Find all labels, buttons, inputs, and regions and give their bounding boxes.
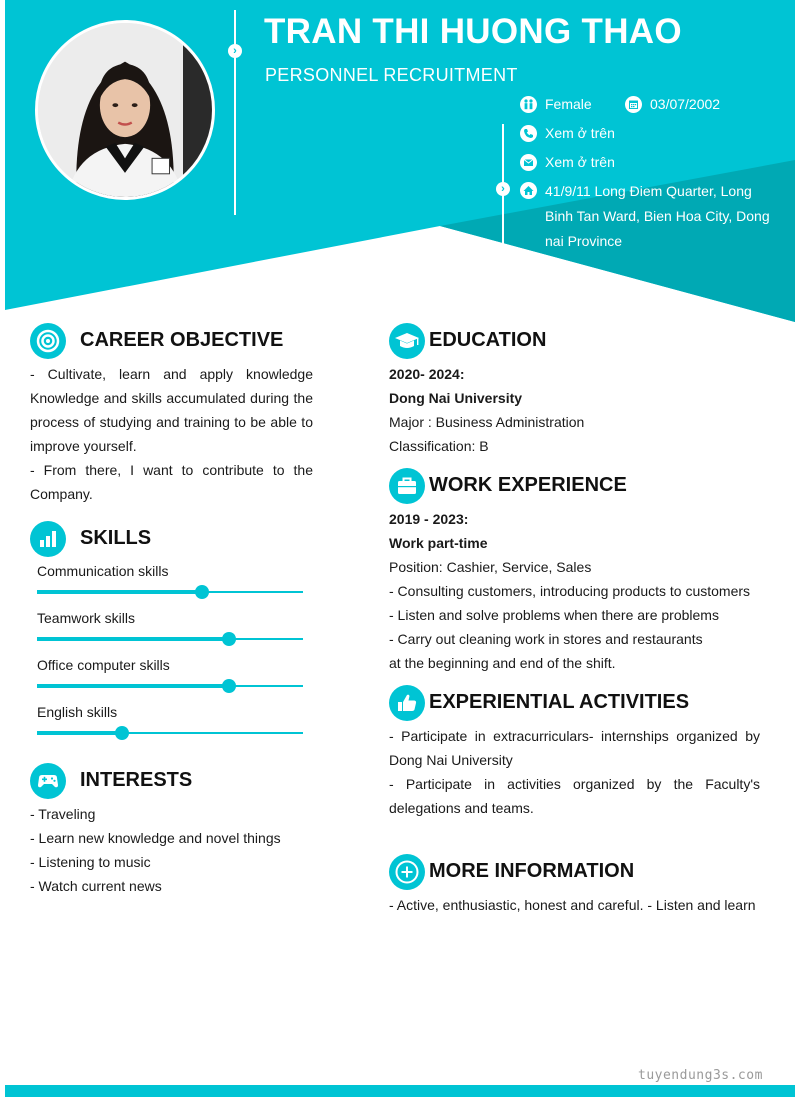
phone-value: Xem ở trên — [545, 125, 615, 141]
skill-label: English skills — [37, 704, 118, 720]
skill-level-knob — [222, 632, 236, 646]
skill-level-knob — [195, 585, 209, 599]
work-duty: - Listen and solve problems when there are problems — [389, 607, 719, 623]
address-value: 41/9/11 Long Điem Quarter, Long Binh Tan Ward, Bien Hoa City, Dong nai Province — [545, 183, 770, 249]
chevron-right-icon: › — [496, 182, 510, 196]
skill-level-knob — [222, 679, 236, 693]
work-job: Work part-time — [389, 535, 488, 551]
education-details — [389, 362, 761, 458]
activity-item: - Participate in activities organized by the Faculty's delegations and teams. — [389, 776, 760, 816]
skill-level-bar — [37, 591, 303, 593]
briefcase-icon — [389, 468, 425, 504]
work-position: Position: Cashier, Service, Sales — [389, 559, 592, 575]
thumbs-up-icon — [389, 685, 425, 721]
bar-chart-icon — [30, 521, 66, 557]
interest-item: - Listening to music — [30, 854, 151, 870]
interest-item: - Learn new knowledge and novel things — [30, 830, 281, 846]
skill-label: Communication skills — [37, 563, 169, 579]
interest-item: - Traveling — [30, 806, 96, 822]
graduation-cap-icon — [389, 323, 425, 359]
skill-level-fill — [37, 590, 202, 594]
home-icon — [520, 182, 537, 199]
education-period: 2020- 2024: — [389, 366, 465, 382]
gender-icon — [520, 96, 537, 113]
career-objective-title: CAREER OBJECTIVE — [80, 329, 284, 351]
plus-icon — [389, 854, 425, 890]
career-line: - From there, I want to contribute to the Company. — [30, 462, 313, 502]
skill-level-bar — [37, 685, 303, 687]
more-information-text: - Active, enthusiastic, honest and careful. - Listen and learn — [389, 897, 756, 913]
skill-level-fill — [37, 684, 229, 688]
gender-value: Female — [545, 96, 592, 112]
work-duty: - Carry out cleaning work in stores and restaurants — [389, 631, 703, 647]
interests-list — [30, 802, 330, 898]
education-major: Major : Business Administration — [389, 414, 585, 430]
skill-level-bar — [37, 638, 303, 640]
calendar-icon — [625, 96, 642, 113]
education-school: Dong Nai University — [389, 390, 523, 406]
footer-bar — [5, 1085, 795, 1097]
activities-list — [389, 724, 760, 820]
candidate-name: TRAN THI HUONG THAO — [264, 12, 682, 51]
birthdate-value: 03/07/2002 — [650, 96, 721, 112]
watermark: tuyendung3s.com — [638, 1068, 763, 1083]
gamepad-icon — [30, 763, 66, 799]
interests-title: INTERESTS — [80, 769, 193, 791]
skill-level-fill — [37, 731, 122, 735]
work-details — [389, 507, 769, 675]
activity-item: - Participate in extracurriculars- internships organized by Dong Nai University — [389, 728, 760, 768]
email-value: Xem ở trên — [545, 154, 615, 170]
education-classification: Classification: B — [389, 438, 489, 454]
career-objective-text — [30, 362, 313, 506]
profile-photo — [35, 20, 215, 200]
chevron-right-icon: › — [228, 44, 242, 58]
work-period: 2019 - 2023: — [389, 511, 469, 527]
candidate-role: PERSONNEL RECRUITMENT — [265, 65, 518, 85]
career-line: - Cultivate, learn and apply knowledge Knowledge and skills accumulated during the process of studying and training to be able to improve yourself. — [30, 366, 313, 454]
skill-level-bar — [37, 732, 303, 734]
work-experience-title: WORK EXPERIENCE — [429, 474, 627, 496]
experiential-activities-title: EXPERIENTIAL ACTIVITIES — [429, 691, 690, 713]
education-title: EDUCATION — [429, 329, 547, 351]
target-icon — [30, 323, 66, 359]
header-divider-line — [234, 10, 236, 215]
email-icon — [520, 154, 537, 171]
skill-label: Teamwork skills — [37, 610, 136, 626]
interest-item: - Watch current news — [30, 878, 162, 894]
work-duty: - Consulting customers, introducing products to customers — [389, 583, 751, 599]
more-information-title: MORE INFORMATION — [429, 860, 635, 882]
work-duty: at the beginning and end of the shift. — [389, 655, 616, 671]
skill-level-knob — [115, 726, 129, 740]
phone-icon — [520, 125, 537, 142]
skill-label: Office computer skills — [37, 657, 170, 673]
skills-title: SKILLS — [80, 527, 152, 549]
skill-level-fill — [37, 637, 229, 641]
